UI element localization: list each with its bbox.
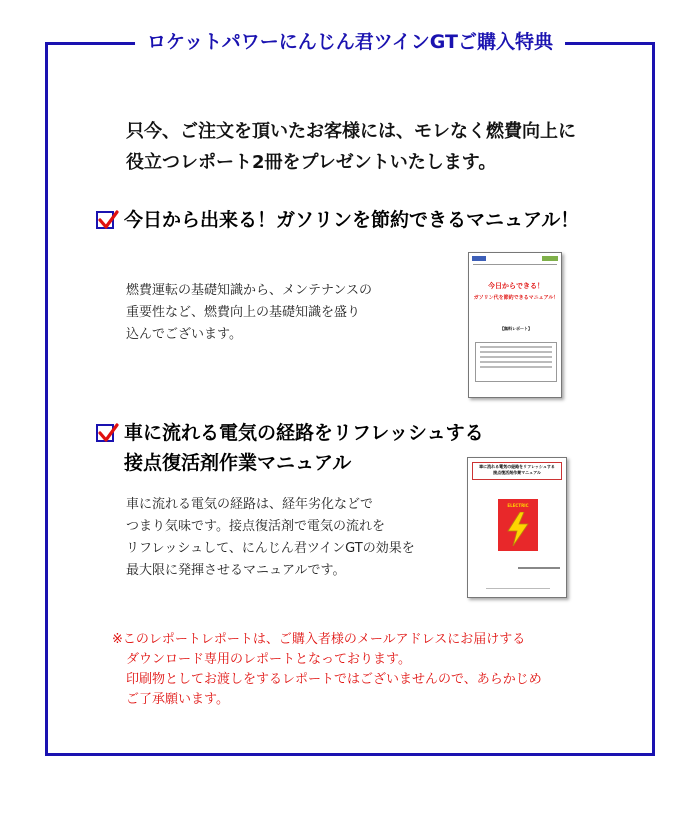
notice-line: ダウンロード専用のレポートとなっております。 — [126, 652, 411, 667]
cover1-title2: ガソリン代を節約できるマニュアル！ — [473, 295, 559, 301]
cover1-text-box — [475, 342, 557, 382]
cover-logo — [472, 256, 486, 261]
section2-heading — [124, 418, 484, 478]
cover2-title2: 接点復活剤作業マニュアル — [493, 470, 541, 475]
report-cover-2 — [467, 457, 567, 598]
cover2-title1: 車に流れる電気の経路をリフレッシュする — [479, 464, 555, 469]
report-cover-1 — [468, 252, 562, 398]
intro-line-1: 只今、ご注文を頂いたお客様には、モレなく燃費向上に — [126, 121, 576, 142]
section2-body — [126, 494, 456, 582]
cover2-title-box — [472, 462, 562, 480]
section2-body-line: つまり気味です。接点復活剤で電気の流れを — [126, 519, 385, 534]
section1-body-line: 燃費運転の基礎知識から、メンテナンスの — [126, 283, 372, 298]
cover2-author-line — [518, 567, 560, 569]
checkbox-checked-icon — [96, 424, 114, 442]
section1-body-line: 込んでございます。 — [126, 327, 242, 342]
section1-heading: 今日から出来る！ガソリンを節約できるマニュアル！ — [124, 209, 580, 231]
frame-title: ロケットパワーにんじん君ツインGTご購入特典 — [135, 30, 565, 54]
section2-body-line: 車に流れる電気の経路は、経年劣化などで — [126, 497, 374, 512]
notice-line: 印刷物としてお渡しをするレポートではございませんので、あらかじめ — [126, 672, 542, 687]
checkbox-checked-icon — [96, 211, 114, 229]
notice-line: ※このレポートレポートは、ご購入者様のメールアドレスにお届けする — [112, 632, 526, 647]
notice-text — [112, 630, 582, 710]
section1-body — [126, 280, 426, 346]
section2-heading-line-2: 接点復活剤作業マニュアル — [124, 452, 352, 474]
cover1-title1: 今日からできる！ — [488, 282, 544, 290]
cover1-label: 【無料レポート】 — [500, 326, 532, 331]
section2-heading-line-1: 車に流れる電気の経路をリフレッシュする — [124, 422, 484, 444]
section2-body-line: 最大限に発揮させるマニュアルです。 — [126, 563, 346, 578]
lightning-icon — [506, 512, 530, 546]
section2-body-line: リフレッシュして、にんじん君ツインGTの効果を — [126, 541, 415, 556]
cover2-footer-line — [486, 588, 550, 589]
cover-tag — [542, 256, 558, 261]
intro-text — [126, 116, 606, 178]
electric-box — [498, 499, 538, 551]
intro-line-2: 役立つレポート2冊をプレゼントいたします。 — [126, 152, 497, 173]
section1-body-line: 重要性など、燃費向上の基礎知識を盛り — [126, 305, 361, 320]
notice-line: ご了承願います。 — [126, 692, 229, 707]
electric-label: ELECTRIC — [507, 503, 529, 508]
cover-divider — [473, 264, 557, 265]
